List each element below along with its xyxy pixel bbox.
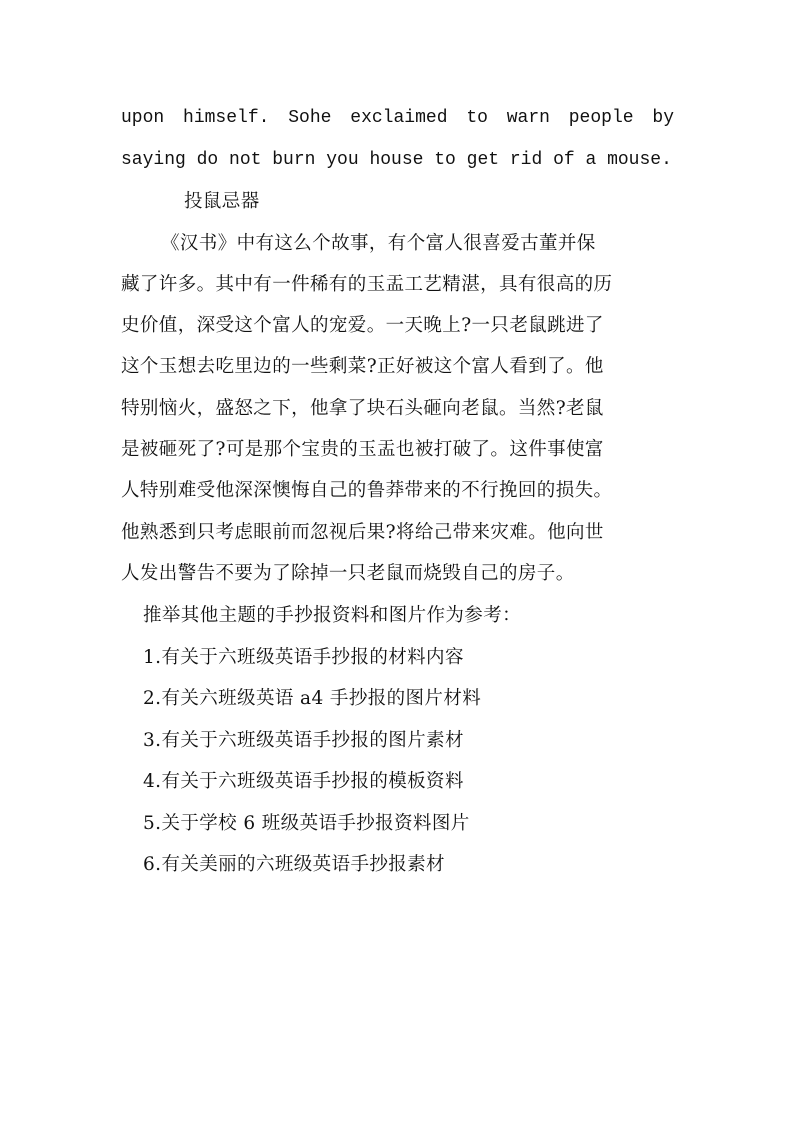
story-line-5: 特别恼火，盛怒之下，他拿了块石头砸向老鼠。当然?老鼠 — [121, 398, 604, 419]
recommend-item-3: 3.有关于六班级英语手抄报的图片素材 — [143, 730, 464, 751]
recommend-item-6: 6.有关美丽的六班级英语手抄报素材 — [143, 854, 445, 875]
recommend-item-2: 2.有关六班级英语 a4 手抄报的图片材料 — [143, 688, 482, 709]
story-line-9: 人发出警告不要为了除掉一只老鼠而烧毁自己的房子。 — [121, 563, 575, 584]
story-line-4: 这个玉想去吃里边的一些剩菜?正好被这个富人看到了。他 — [121, 356, 604, 377]
recommend-item-1: 1.有关于六班级英语手抄报的材料内容 — [143, 647, 464, 668]
recommend-item-4: 4.有关于六班级英语手抄报的模板资料 — [143, 771, 464, 792]
recommend-item-5: 5.关于学校 6 班级英语手抄报资料图片 — [143, 813, 470, 834]
story-line-8: 他熟悉到只考虑眼前而忽视后果?将给己带来灾难。他向世 — [121, 522, 604, 543]
english-paragraph-line-1: upon himself. Sohe exclaimed to warn people by — [121, 108, 674, 128]
english-paragraph-line-2: saying do not burn you house to get rid of a mouse. — [121, 150, 672, 170]
recommend-heading: 推举其他主题的手抄报资料和图片作为参考： — [143, 605, 522, 626]
story-line-7: 人特别难受他深深懊悔自己的鲁莽带来的不行挽回的损失。 — [121, 480, 613, 501]
story-title: 投鼠忌器 — [184, 191, 260, 212]
story-line-1: 《汉书》中有这么个故事，有个富人很喜爱古董并保 — [161, 233, 596, 254]
story-line-6: 是被砸死了?可是那个宝贵的玉盂也被打破了。这件事使富 — [121, 439, 604, 460]
story-line-2: 藏了许多。其中有一件稀有的玉盂工艺精湛，具有很高的历 — [121, 274, 613, 295]
story-line-3: 史价值，深受这个富人的宠爱。一天晚上?一只老鼠跳进了 — [121, 315, 604, 336]
